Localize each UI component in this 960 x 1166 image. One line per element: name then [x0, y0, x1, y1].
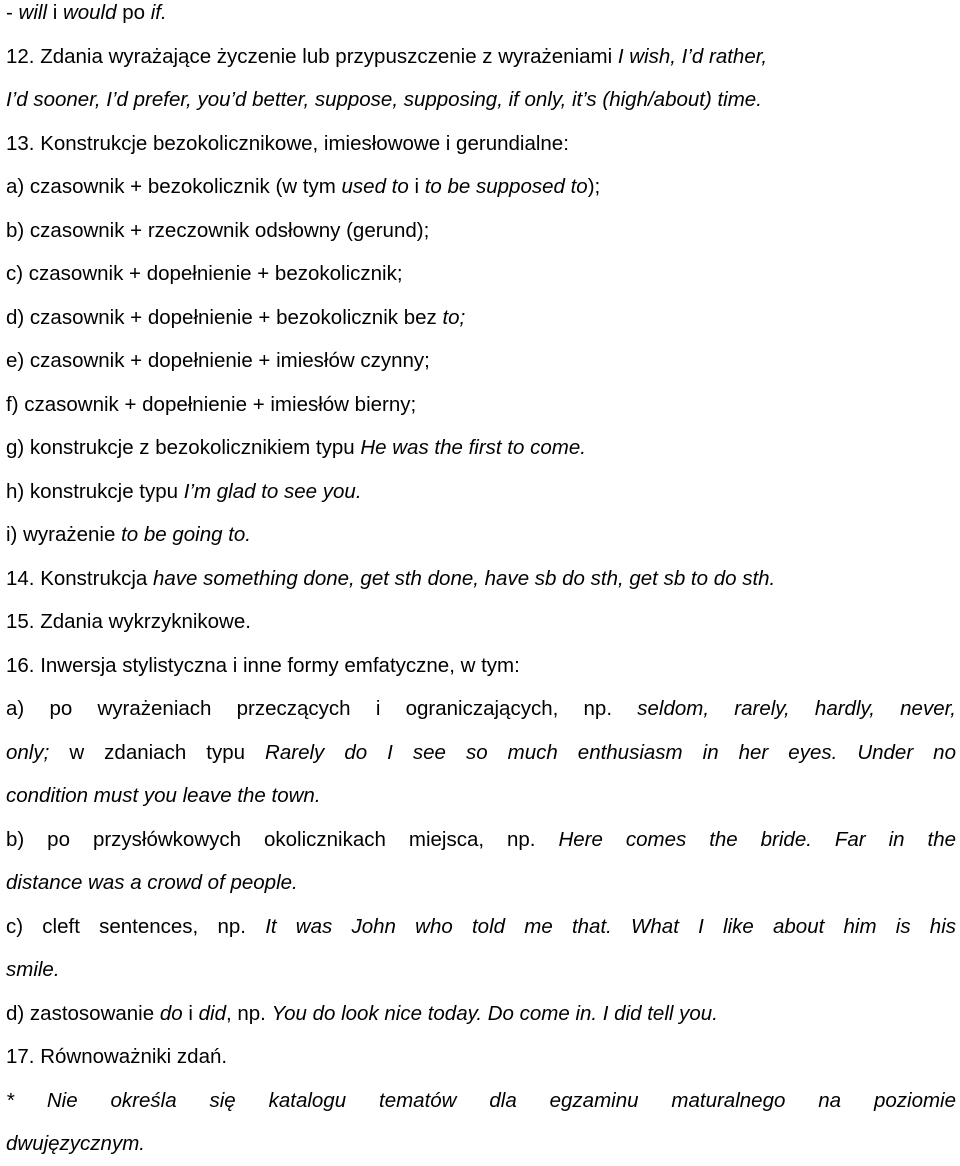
text: c) cleft sentences, np.	[6, 914, 266, 938]
text: a) czasownik + bezokolicznik (w tym	[6, 175, 342, 198]
italic-text: He was the first to come.	[360, 436, 586, 459]
document-line	[6, 209, 956, 253]
document-line	[6, 426, 956, 470]
italic-text: condition must you leave the town.	[6, 784, 321, 807]
example-paragraph	[6, 905, 956, 992]
footnote	[6, 1079, 956, 1166]
text: i	[47, 1, 63, 24]
italic-text: will	[18, 1, 47, 24]
document-line	[6, 644, 956, 688]
paragraph-row	[6, 818, 956, 862]
document-line	[6, 470, 956, 514]
italic-text: distance was a crowd of people.	[6, 871, 298, 894]
italic-text: dwujęzycznym.	[6, 1132, 145, 1155]
text: w zdaniach typu	[49, 740, 266, 764]
document-line	[6, 513, 956, 557]
text: i	[182, 1001, 199, 1025]
italic-text: You do look nice today. Do come in. I did tell you.	[271, 1001, 718, 1025]
topic-list	[6, 0, 956, 687]
italic-text: would	[62, 1, 117, 24]
italic-text: smile.	[6, 958, 60, 981]
italic-text: did	[198, 1001, 226, 1025]
document-line	[6, 165, 956, 209]
text: , np.	[225, 1001, 272, 1025]
italic-text: have something done, get sth done, have sb do sth, get sb to do sth.	[153, 566, 776, 590]
document-line	[6, 78, 956, 122]
italic-text: Rarely do I see so much enthusiasm in her eyes. Under no	[265, 740, 956, 764]
italic-text: used to	[341, 175, 409, 198]
italic-text: only;	[6, 740, 50, 764]
text: f) czasownik + dopełnienie + imiesłów bierny;	[6, 392, 417, 416]
document-line	[6, 600, 956, 644]
text: d) czasownik + dopełnienie + bezokolicznik bez	[6, 305, 443, 329]
italic-text: I wish, I’d rather,	[617, 44, 768, 68]
paragraph-row	[6, 774, 956, 818]
italic-text: It was John who told me that. What I like about him is his	[265, 914, 957, 938]
text: -	[6, 1, 19, 24]
document-line	[6, 122, 956, 166]
text: 12. Zdania wyrażające życzenie lub przypuszczenie z wyrażeniami	[6, 44, 618, 68]
text: d) zastosowanie	[6, 1001, 160, 1025]
example-paragraph	[6, 687, 956, 818]
text: b) po przysłówkowych okolicznikach miejsca, np.	[6, 827, 559, 851]
text: c) czasownik + dopełnienie + bezokolicznik;	[6, 262, 403, 285]
italic-text: I’m glad to see you.	[183, 479, 362, 503]
example-paragraph	[6, 992, 956, 1036]
text: a) po wyrażeniach przeczących i ograniczających, np.	[6, 697, 638, 720]
document-line	[6, 339, 956, 383]
italic-text: I’d sooner, I’d prefer, you’d better, suppose, supposing, if only, it’s (high/about) time.	[6, 88, 762, 111]
paragraph-row	[6, 948, 956, 992]
document-line	[6, 252, 956, 296]
italic-text: to be supposed to	[424, 175, 588, 198]
paragraph-row	[6, 905, 956, 949]
italic-text: do	[159, 1001, 183, 1025]
italic-text: to be going to.	[121, 523, 251, 546]
document-line	[6, 1035, 956, 1079]
text: 13. Konstrukcje bezokolicznikowe, imiesłowowe i gerundialne:	[6, 131, 569, 155]
paragraph-row	[6, 861, 956, 905]
paragraph-row	[6, 992, 956, 1036]
text: i) wyrażenie	[6, 523, 122, 546]
italic-text: Here comes the bride. Far in the	[558, 827, 956, 851]
example-paragraph	[6, 818, 956, 905]
text: g) konstrukcje z bezokolicznikiem typu	[6, 436, 361, 459]
document-line	[6, 35, 956, 79]
inversion-examples	[6, 687, 956, 1035]
italic-text: * Nie określa się katalogu tematów dla egzaminu maturalnego na poziomie	[6, 1088, 956, 1112]
document-line	[6, 0, 956, 35]
text: e) czasownik + dopełnienie + imiesłów czynny;	[6, 349, 430, 372]
document-line	[6, 383, 956, 427]
closing-list	[6, 1035, 956, 1079]
paragraph-row	[6, 1122, 956, 1166]
document-line	[6, 296, 956, 340]
document-line	[6, 557, 956, 601]
italic-text: seldom, rarely, hardly, never,	[637, 697, 957, 720]
text: 14. Konstrukcja	[6, 566, 153, 590]
text: b) czasownik + rzeczownik odsłowny (gerund);	[6, 218, 430, 242]
text: 17. Równoważniki zdań.	[6, 1045, 228, 1068]
text: i	[408, 175, 425, 198]
text: 15. Zdania wykrzyknikowe.	[6, 610, 251, 633]
italic-text: if.	[150, 1, 167, 24]
text: h) konstrukcje typu	[6, 479, 184, 503]
text: );	[587, 175, 601, 198]
text: 16. Inwersja stylistyczna i inne formy emfatyczne, w tym:	[6, 653, 520, 677]
paragraph-row	[6, 1079, 956, 1123]
italic-text: to;	[442, 305, 466, 329]
text: po	[116, 1, 151, 24]
paragraph-row	[6, 687, 956, 731]
paragraph-row	[6, 731, 956, 775]
footnote-paragraph	[6, 1079, 956, 1166]
